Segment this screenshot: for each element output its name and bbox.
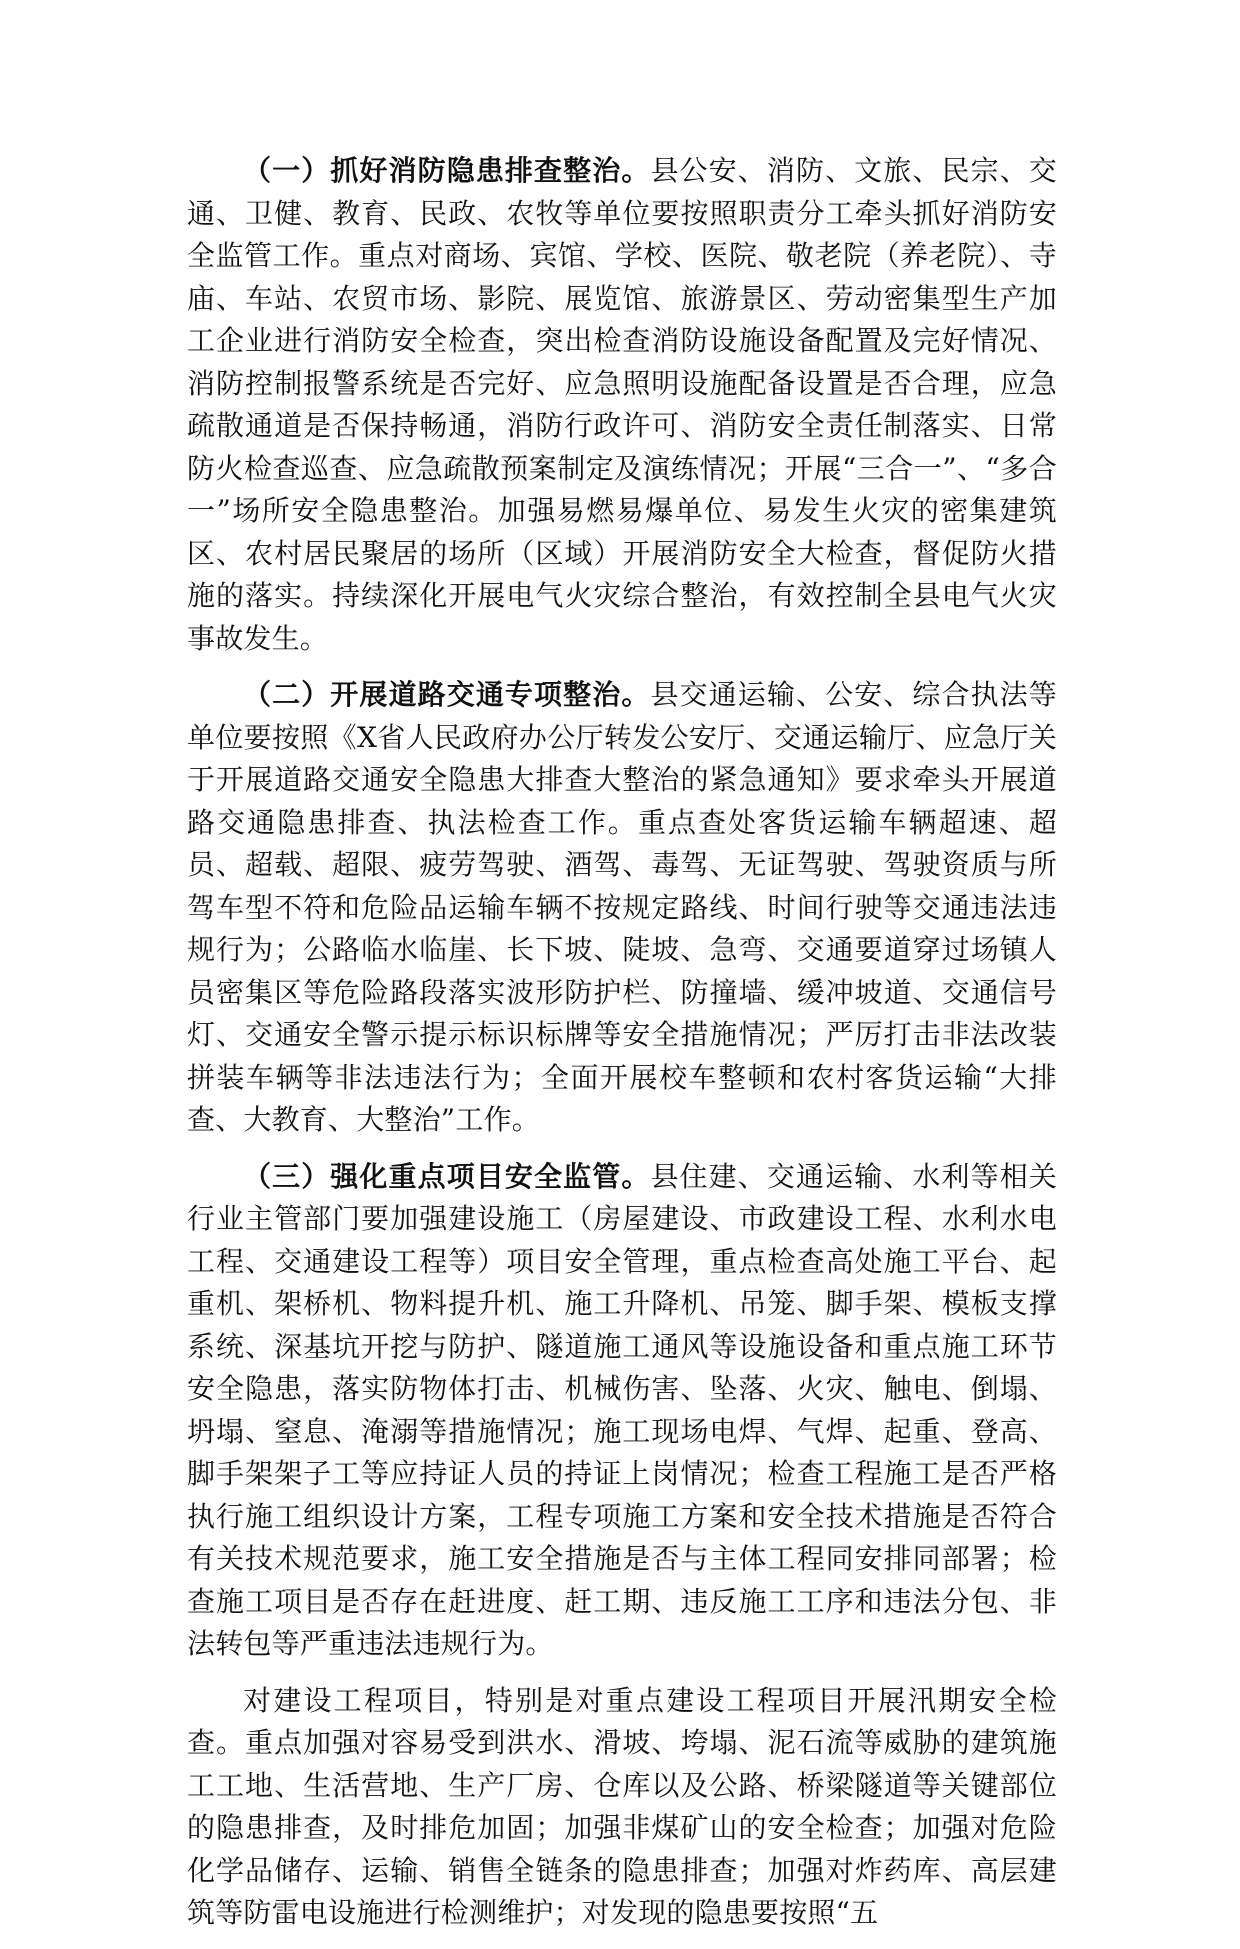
paragraph-body: 县交通运输、公安、综合执法等单位要按照《X省人民政府办公厅转发公安厅、交通运输厅、应急厅关于开展道路交通安全隐患大排查大整治的紧急通知》要求牵头开展道路交通隐患排查、执法检查工作。重点查处客货运输车辆超速、超员、超载、超限、疲劳驾驶、酒驾、毒驾、无证驾驶、驾驶资质与所驾车型不符和危险品运输车辆不按规定路线、时间行驶等交通违法违规行为；公路临水临崖、长下坡、陡坡、急弯、交通要道穿过场镇人员密集区等危险路段落实波形防护栏、防撞墙、缓冲坡道、交通信号灯、交通安全警示提示标识标牌等安全措施情况；严厉打击非法改装拼装车辆等非法违法行为；全面开展校车整顿和农村客货运输“大排查、大教育、大整治”工作。 <box>187 678 1057 1136</box>
paragraph-body: 县住建、交通运输、水利等相关行业主管部门要加强建设施工（房屋建设、市政建设工程、水利水电工程、交通建设工程等）项目安全管理，重点检查高处施工平台、起重机、架桥机、物料提升机、施工升降机、吊笼、脚手架、模板支撑系统、深基坑开挖与防护、隧道施工通风等设施设备和重点施工环节安全隐患，落实防物体打击、机械伤害、坠落、火灾、触电、倒塌、坍塌、窒息、淹溺等措施情况；施工现场电焊、气焊、起重、登高、脚手架架子工等应持证人员的持证上岗情况；检查工程施工是否严格执行施工组织设计方案，工程专项施工方案和安全技术措施是否符合有关技术规范要求，施工安全措施是否与主体工程同安排同部署；检查施工项目是否存在赶进度、赶工期、违反施工工序和违法分包、非法转包等严重违法违规行为。 <box>187 1159 1057 1660</box>
paragraph-flood-season <box>187 1680 1057 1935</box>
paragraph-road-traffic <box>187 674 1057 1142</box>
paragraph-fire-safety <box>187 150 1057 660</box>
paragraph-heading: （二）开展道路交通专项整治。 <box>243 678 651 711</box>
paragraph-heading: （一）抓好消防隐患排查整治。 <box>243 154 651 187</box>
paragraph-key-projects <box>187 1156 1057 1666</box>
document-page <box>187 150 1057 1949</box>
paragraph-heading: （三）强化重点项目安全监管。 <box>243 1159 651 1193</box>
paragraph-body: 县公安、消防、文旅、民宗、交通、卫健、教育、民政、农牧等单位要按照职责分工牵头抓好消防安全监管工作。重点对商场、宾馆、学校、医院、敬老院（养老院）、寺庙、车站、农贸市场、影院、展览馆、旅游景区、劳动密集型生产加工企业进行消防安全检查，突出检查消防设施设备配置及完好情况、消防控制报警系统是否完好、应急照明设施配备设置是否合理，应急疏散通道是否保持畅通，消防行政许可、消防安全责任制落实、日常防火检查巡查、应急疏散预案制定及演练情况；开展“三合一”、“多合一”场所安全隐患整治。加强易燃易爆单位、易发生火灾的密集建筑区、农村居民聚居的场所（区域）开展消防安全大检查，督促防火措施的落实。持续深化开展电气火灾综合整治，有效控制全县电气火灾事故发生。 <box>187 154 1057 655</box>
paragraph-body: 对建设工程项目，特别是对重点建设工程项目开展汛期安全检查。重点加强对容易受到洪水、滑坡、垮塌、泥石流等威胁的建筑施工工地、生活营地、生产厂房、仓库以及公路、桥梁隧道等关键部位的隐患排查，及时排危加固；加强非煤矿山的安全检查；加强对危险化学品储存、运输、销售全链条的隐患排查；加强对炸药库、高层建筑等防雷电设施进行检测维护；对发现的隐患要按照“五 <box>187 1683 1057 1929</box>
